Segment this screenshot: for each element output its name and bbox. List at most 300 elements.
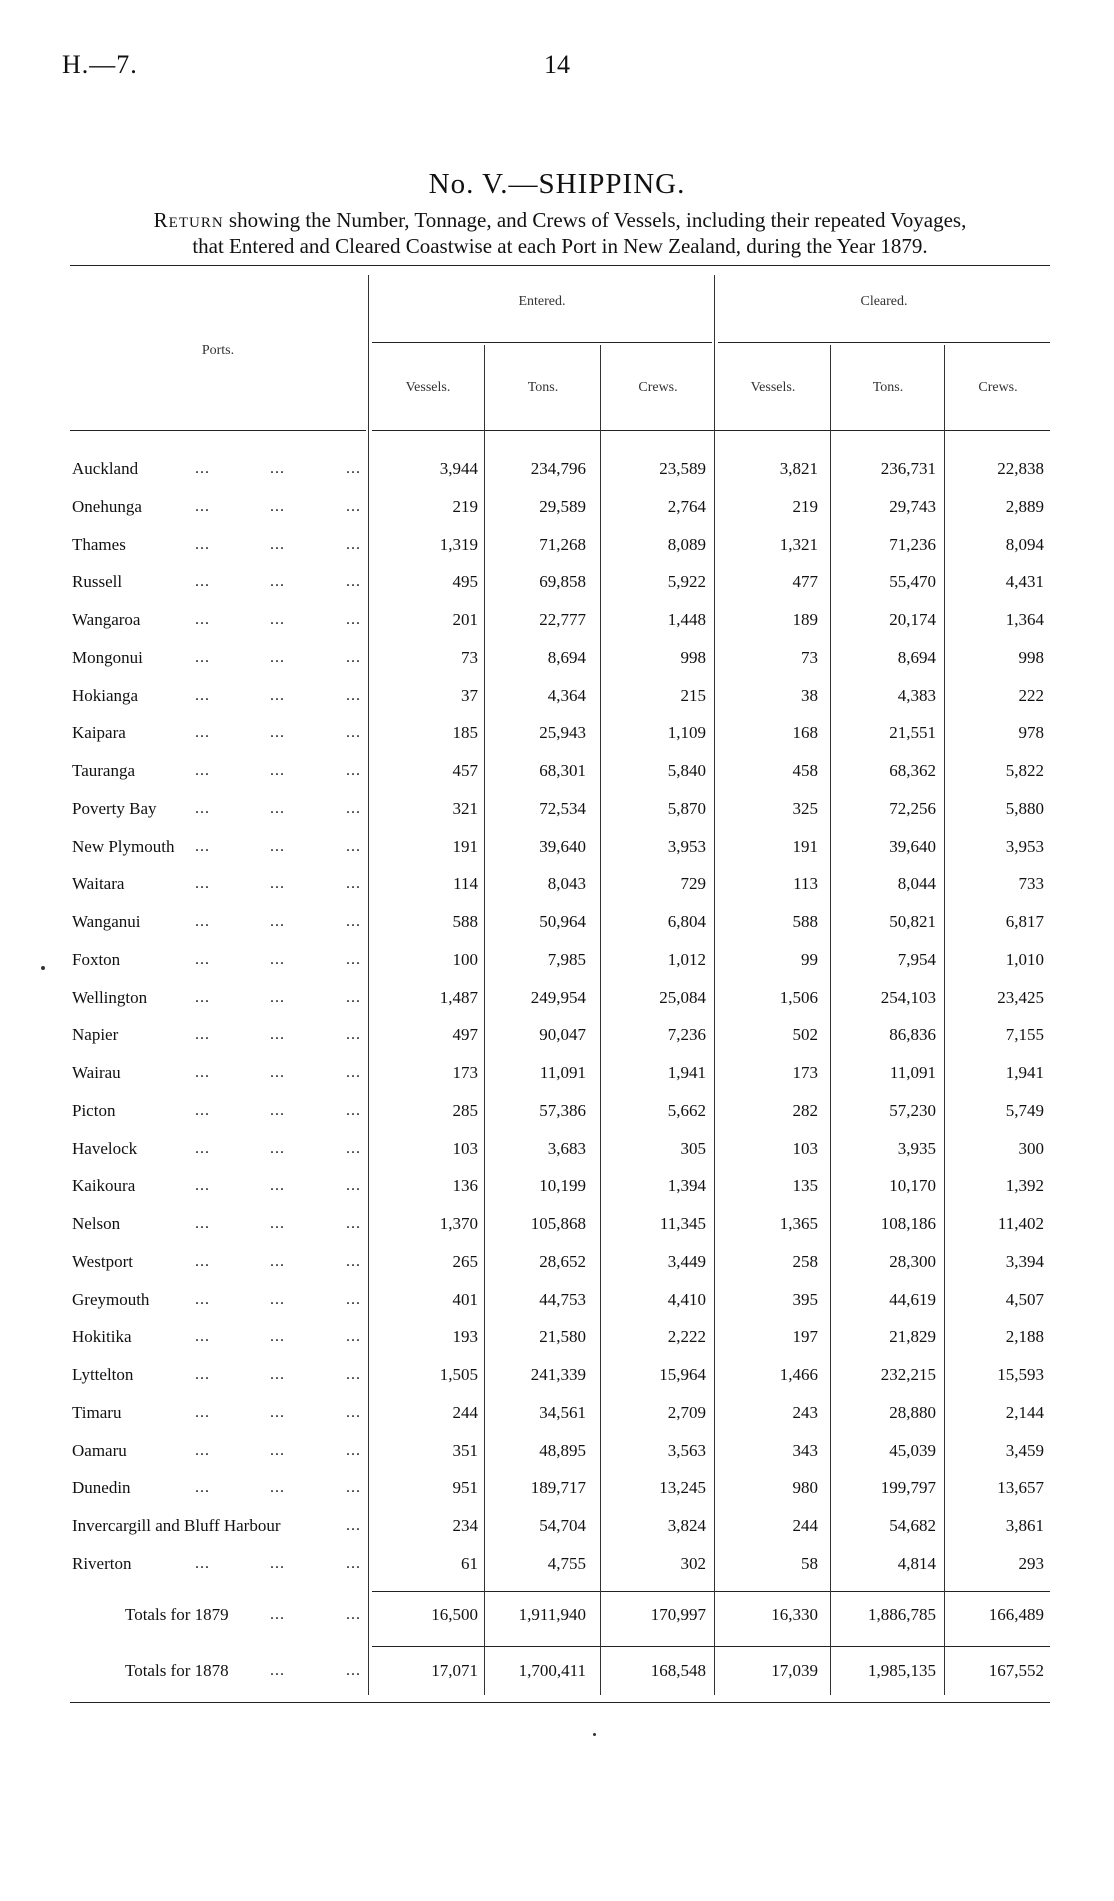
cleared-vessels-value: 103 <box>792 1139 818 1158</box>
entered-vessels-value: 495 <box>452 572 478 591</box>
cleared-tons-value: 86,836 <box>889 1025 936 1044</box>
entered-vessels-value: 321 <box>452 799 478 818</box>
cleared-vessels-value: 325 <box>792 799 818 818</box>
table-bottom-rule <box>70 1702 1050 1703</box>
entered-tons-value: 71,268 <box>539 535 586 554</box>
totals-cleared-tons: 1,886,785 <box>868 1605 936 1624</box>
cleared-vessels-value: 173 <box>792 1063 818 1082</box>
entered-crews-value: 215 <box>680 686 706 705</box>
cleared-vessels-value: 588 <box>792 912 818 931</box>
entered-crews-value: 1,448 <box>667 610 706 629</box>
dot-leader: ... <box>195 1555 210 1572</box>
dot-leader: ... <box>270 498 285 515</box>
cleared-crews-value: 733 <box>1018 874 1044 893</box>
port-name: Lyttelton <box>72 1365 134 1384</box>
entered-tons-value: 44,753 <box>539 1290 586 1309</box>
dot-leader: ... <box>346 460 361 477</box>
entered-crews-value: 8,089 <box>667 535 706 554</box>
dot-leader: ... <box>270 611 285 628</box>
entered-tons-value: 69,858 <box>539 572 586 591</box>
dot-leader: ... <box>195 800 210 817</box>
cleared-vessels-value: 58 <box>801 1554 818 1573</box>
dot-leader: ... <box>346 536 361 553</box>
entered-crews-value: 3,563 <box>667 1441 706 1460</box>
dot-leader: ... <box>346 1517 361 1534</box>
cleared-crews-value: 5,822 <box>1005 761 1044 780</box>
totals-rule-top <box>372 1591 1050 1592</box>
col-header-entered-vessels: Vessels. <box>405 380 451 395</box>
dot-leader: ... <box>195 1366 210 1383</box>
group-rule-cleared <box>718 342 1050 343</box>
entered-vessels-value: 173 <box>452 1063 478 1082</box>
entered-crews-value: 4,410 <box>667 1290 706 1309</box>
ports-header: Ports. <box>201 343 235 358</box>
cleared-tons-value: 55,470 <box>889 572 936 591</box>
cleared-crews-value: 3,861 <box>1005 1516 1044 1535</box>
dot-leader: ... <box>270 1606 285 1623</box>
dot-leader: ... <box>270 573 285 590</box>
cleared-crews-value: 1,010 <box>1005 950 1044 969</box>
entered-tons-value: 48,895 <box>539 1441 586 1460</box>
port-name: Waitara <box>72 874 125 893</box>
port-name: Invercargill and Bluff Harbour <box>72 1516 281 1535</box>
entered-tons-value: 11,091 <box>539 1063 586 1082</box>
cleared-crews-value: 4,507 <box>1005 1290 1044 1309</box>
col-header-cleared-crews: Crews. <box>978 380 1018 395</box>
cleared-vessels-value: 1,365 <box>779 1214 818 1233</box>
stray-mark <box>593 1733 596 1736</box>
totals-entered-crews: 170,997 <box>650 1605 706 1624</box>
cleared-tons-value: 7,954 <box>897 950 936 969</box>
entered-tons-value: 28,652 <box>539 1252 586 1271</box>
dot-leader: ... <box>270 1026 285 1043</box>
dot-leader: ... <box>195 1215 210 1232</box>
cleared-vessels-value: 1,321 <box>779 535 818 554</box>
cleared-vessels-value: 1,506 <box>779 988 818 1007</box>
entered-vessels-value: 3,944 <box>439 459 478 478</box>
cleared-crews-value: 6,817 <box>1005 912 1044 931</box>
entered-crews-value: 3,953 <box>667 837 706 856</box>
entered-vessels-value: 73 <box>461 648 478 667</box>
cleared-tons-value: 10,170 <box>889 1176 936 1195</box>
dot-leader: ... <box>346 838 361 855</box>
entered-vessels-value: 244 <box>452 1403 478 1422</box>
dot-leader: ... <box>270 762 285 779</box>
cleared-crews-value: 293 <box>1018 1554 1044 1573</box>
dot-leader: ... <box>195 838 210 855</box>
entered-tons-value: 3,683 <box>547 1139 586 1158</box>
cleared-vessels-value: 197 <box>792 1327 818 1346</box>
cleared-vessels-value: 1,466 <box>779 1365 818 1384</box>
cleared-vessels-value: 980 <box>792 1478 818 1497</box>
cleared-tons-value: 54,682 <box>889 1516 936 1535</box>
totals-cleared-crews: 166,489 <box>988 1605 1044 1624</box>
cleared-vessels-value: 73 <box>801 648 818 667</box>
cleared-crews-value: 13,657 <box>997 1478 1044 1497</box>
cleared-vessels-value: 191 <box>792 837 818 856</box>
port-name: Thames <box>72 535 126 554</box>
entered-vessels-value: 61 <box>461 1554 478 1573</box>
totals-label: Totals for 1878 <box>125 1661 229 1680</box>
dot-leader: ... <box>346 1253 361 1270</box>
dot-leader: ... <box>270 1479 285 1496</box>
entered-crews-value: 1,109 <box>667 723 706 742</box>
entered-tons-value: 241,339 <box>530 1365 586 1384</box>
cleared-tons-value: 254,103 <box>880 988 936 1007</box>
cleared-vessels-value: 3,821 <box>779 459 818 478</box>
port-name: Oamaru <box>72 1441 127 1460</box>
cleared-vessels-value: 258 <box>792 1252 818 1271</box>
dot-leader: ... <box>346 1442 361 1459</box>
cleared-tons-value: 199,797 <box>880 1478 936 1497</box>
entered-crews-value: 729 <box>680 874 706 893</box>
port-name: Tauranga <box>72 761 135 780</box>
cleared-vessels-value: 219 <box>792 497 818 516</box>
port-name: Greymouth <box>72 1290 150 1309</box>
cleared-tons-value: 50,821 <box>889 912 936 931</box>
cleared-crews-value: 1,364 <box>1005 610 1044 629</box>
dot-leader: ... <box>270 1555 285 1572</box>
header-bottom-rule-ports <box>70 430 366 431</box>
caption-line-2: that Entered and Cleared Coastwise at each Port in New Zealand, during the Year 1879. <box>192 234 928 258</box>
cleared-tons-value: 29,743 <box>889 497 936 516</box>
cleared-vessels-value: 113 <box>793 874 818 893</box>
dot-leader: ... <box>195 1102 210 1119</box>
cleared-vessels-value: 282 <box>792 1101 818 1120</box>
dot-leader: ... <box>195 724 210 741</box>
dot-leader: ... <box>270 1366 285 1383</box>
entered-tons-value: 22,777 <box>539 610 586 629</box>
entered-crews-value: 15,964 <box>659 1365 706 1384</box>
cleared-vessels-value: 38 <box>801 686 818 705</box>
dot-leader: ... <box>270 951 285 968</box>
cleared-vessels-value: 168 <box>792 723 818 742</box>
port-name: Kaipara <box>72 723 126 742</box>
entered-vessels-value: 100 <box>452 950 478 969</box>
entered-vessels-value: 219 <box>452 497 478 516</box>
dot-leader: ... <box>195 498 210 515</box>
dot-leader: ... <box>270 1291 285 1308</box>
port-name: Foxton <box>72 950 121 969</box>
cleared-vessels-value: 477 <box>792 572 818 591</box>
cleared-crews-value: 222 <box>1018 686 1044 705</box>
entered-crews-value: 5,840 <box>667 761 706 780</box>
dot-leader: ... <box>195 1328 210 1345</box>
port-name: Kaikoura <box>72 1176 136 1195</box>
entered-crews-value: 3,824 <box>667 1516 706 1535</box>
cleared-crews-value: 3,394 <box>1005 1252 1044 1271</box>
dot-leader: ... <box>346 1026 361 1043</box>
cleared-tons-value: 45,039 <box>889 1441 936 1460</box>
cleared-crews-value: 23,425 <box>997 988 1044 1007</box>
dot-leader: ... <box>195 687 210 704</box>
dot-leader: ... <box>346 1215 361 1232</box>
entered-crews-value: 2,709 <box>667 1403 706 1422</box>
caption-line-1: showing the Number, Tonnage, and Crews of Vessels, including their repeated Voyages, <box>223 208 967 232</box>
dot-leader: ... <box>195 1026 210 1043</box>
entered-vessels-value: 37 <box>461 686 478 705</box>
table-caption <box>70 207 1050 259</box>
caption-lead: Return <box>153 208 224 232</box>
document-reference: H.—7. <box>62 50 138 79</box>
cleared-tons-value: 232,215 <box>880 1365 936 1384</box>
cleared-crews-value: 7,155 <box>1005 1025 1044 1044</box>
entered-tons-value: 249,954 <box>530 988 586 1007</box>
cleared-tons-value: 39,640 <box>889 837 936 856</box>
entered-vessels-value: 103 <box>452 1139 478 1158</box>
totals-entered-tons: 1,911,940 <box>518 1605 586 1624</box>
port-name: Onehunga <box>72 497 142 516</box>
dot-leader: ... <box>346 573 361 590</box>
entered-crews-value: 1,394 <box>667 1176 706 1195</box>
dot-leader: ... <box>195 913 210 930</box>
totals-cleared-vessels: 17,039 <box>771 1661 818 1680</box>
cleared-tons-value: 68,362 <box>889 761 936 780</box>
dot-leader: ... <box>195 649 210 666</box>
dot-leader: ... <box>195 1140 210 1157</box>
totals-cleared-tons: 1,985,135 <box>868 1661 936 1680</box>
entered-crews-value: 7,236 <box>667 1025 706 1044</box>
col-header-entered-tons: Tons. <box>527 380 559 395</box>
port-name: Timaru <box>72 1403 122 1422</box>
entered-tons-value: 54,704 <box>539 1516 586 1535</box>
cleared-tons-value: 8,694 <box>897 648 936 667</box>
cleared-tons-value: 28,300 <box>889 1252 936 1271</box>
entered-vessels-value: 136 <box>452 1176 478 1195</box>
page-number: 14 <box>544 50 570 79</box>
cleared-crews-value: 998 <box>1018 648 1044 667</box>
dot-leader: ... <box>346 800 361 817</box>
cleared-tons-value: 57,230 <box>889 1101 936 1120</box>
dot-leader: ... <box>195 1404 210 1421</box>
entered-tons-value: 10,199 <box>539 1176 586 1195</box>
dot-leader: ... <box>346 989 361 1006</box>
port-name: Picton <box>72 1101 116 1120</box>
dot-leader: ... <box>270 687 285 704</box>
entered-vessels-value: 951 <box>452 1478 478 1497</box>
entered-vessels-value: 497 <box>452 1025 478 1044</box>
dot-leader: ... <box>346 1555 361 1572</box>
dot-leader: ... <box>270 1662 285 1679</box>
dot-leader: ... <box>270 460 285 477</box>
cleared-tons-value: 20,174 <box>889 610 936 629</box>
dot-leader: ... <box>270 1253 285 1270</box>
cleared-vessels-value: 458 <box>792 761 818 780</box>
entered-vessels-value: 588 <box>452 912 478 931</box>
entered-tons-value: 21,580 <box>539 1327 586 1346</box>
dot-leader: ... <box>270 913 285 930</box>
dot-leader: ... <box>346 687 361 704</box>
cleared-tons-value: 108,186 <box>880 1214 936 1233</box>
dot-leader: ... <box>195 1177 210 1194</box>
dot-leader: ... <box>195 611 210 628</box>
header-bottom-rule-data <box>372 430 1050 431</box>
entered-vessels-value: 457 <box>452 761 478 780</box>
cleared-crews-value: 2,188 <box>1005 1327 1044 1346</box>
entered-tons-value: 189,717 <box>530 1478 586 1497</box>
entered-tons-value: 39,640 <box>539 837 586 856</box>
dot-leader: ... <box>270 800 285 817</box>
dot-leader: ... <box>195 573 210 590</box>
dot-leader: ... <box>346 1291 361 1308</box>
dot-leader: ... <box>195 1064 210 1081</box>
port-name: Wellington <box>72 988 148 1007</box>
entered-tons-value: 8,043 <box>547 874 586 893</box>
totals-cleared-vessels: 16,330 <box>771 1605 818 1624</box>
cleared-crews-value: 15,593 <box>997 1365 1044 1384</box>
dot-leader: ... <box>195 536 210 553</box>
dot-leader: ... <box>346 1328 361 1345</box>
dot-leader: ... <box>270 875 285 892</box>
cleared-tons-value: 28,880 <box>889 1403 936 1422</box>
dot-leader: ... <box>270 1442 285 1459</box>
entered-vessels-value: 185 <box>452 723 478 742</box>
dot-leader: ... <box>346 649 361 666</box>
entered-tons-value: 4,755 <box>547 1554 586 1573</box>
col-header-cleared-vessels: Vessels. <box>750 380 796 395</box>
entered-vessels-value: 285 <box>452 1101 478 1120</box>
entered-crews-value: 2,764 <box>667 497 706 516</box>
entered-tons-value: 25,943 <box>539 723 586 742</box>
totals-label: Totals for 1879 <box>125 1605 229 1624</box>
entered-tons-value: 234,796 <box>530 459 586 478</box>
port-name: Havelock <box>72 1139 138 1158</box>
dot-leader: ... <box>346 1366 361 1383</box>
cleared-crews-value: 1,941 <box>1005 1063 1044 1082</box>
entered-tons-value: 29,589 <box>539 497 586 516</box>
entered-tons-value: 7,985 <box>547 950 586 969</box>
group-rule-entered <box>372 342 712 343</box>
stray-mark <box>41 966 45 970</box>
cleared-tons-value: 21,551 <box>889 723 936 742</box>
entered-vessels-value: 1,319 <box>439 535 478 554</box>
dot-leader: ... <box>195 460 210 477</box>
entered-crews-value: 25,084 <box>659 988 706 1007</box>
dot-leader: ... <box>270 1140 285 1157</box>
dot-leader: ... <box>346 1177 361 1194</box>
totals-cleared-crews: 167,552 <box>988 1661 1044 1680</box>
entered-vessels-value: 1,487 <box>439 988 478 1007</box>
page-title: No. V.—SHIPPING. <box>428 168 686 200</box>
port-name: Poverty Bay <box>72 799 157 818</box>
dot-leader: ... <box>195 1291 210 1308</box>
port-name: Riverton <box>72 1554 132 1573</box>
cleared-tons-value: 11,091 <box>889 1063 936 1082</box>
cleared-tons-value: 8,044 <box>897 874 936 893</box>
dot-leader: ... <box>346 1479 361 1496</box>
entered-crews-value: 13,245 <box>659 1478 706 1497</box>
entered-vessels-value: 201 <box>452 610 478 629</box>
dot-leader: ... <box>346 1662 361 1679</box>
dot-leader: ... <box>346 951 361 968</box>
port-name: Wanganui <box>72 912 141 931</box>
entered-vessels-value: 191 <box>452 837 478 856</box>
column-divider-ports <box>368 275 369 1695</box>
table-top-rule <box>70 265 1050 266</box>
entered-crews-value: 1,012 <box>667 950 706 969</box>
dot-leader: ... <box>346 724 361 741</box>
dot-leader: ... <box>346 498 361 515</box>
port-name: Hokitika <box>72 1327 132 1346</box>
totals-entered-vessels: 17,071 <box>431 1661 478 1680</box>
dot-leader: ... <box>270 1064 285 1081</box>
entered-crews-value: 23,589 <box>659 459 706 478</box>
entered-vessels-value: 114 <box>453 874 478 893</box>
cleared-tons-value: 21,829 <box>889 1327 936 1346</box>
entered-crews-value: 6,804 <box>667 912 706 931</box>
cleared-crews-value: 3,459 <box>1005 1441 1044 1460</box>
port-name: Westport <box>72 1252 133 1271</box>
entered-tons-value: 90,047 <box>539 1025 586 1044</box>
dot-leader: ... <box>270 1404 285 1421</box>
cleared-tons-value: 3,935 <box>897 1139 936 1158</box>
entered-vessels-value: 401 <box>452 1290 478 1309</box>
entered-tons-value: 68,301 <box>539 761 586 780</box>
totals-rule-mid <box>372 1646 1050 1647</box>
port-name: Napier <box>72 1025 119 1044</box>
cleared-crews-value: 5,749 <box>1005 1101 1044 1120</box>
dot-leader: ... <box>346 1606 361 1623</box>
port-name: Wairau <box>72 1063 121 1082</box>
cleared-vessels-value: 502 <box>792 1025 818 1044</box>
cleared-vessels-value: 243 <box>792 1403 818 1422</box>
dot-leader: ... <box>195 1479 210 1496</box>
entered-crews-value: 302 <box>680 1554 706 1573</box>
entered-tons-value: 72,534 <box>539 799 586 818</box>
dot-leader: ... <box>195 989 210 1006</box>
dot-leader: ... <box>270 1328 285 1345</box>
dot-leader: ... <box>195 875 210 892</box>
entered-crews-value: 1,941 <box>667 1063 706 1082</box>
dot-leader: ... <box>195 951 210 968</box>
port-name: Mongonui <box>72 648 143 667</box>
dot-leader: ... <box>270 838 285 855</box>
dot-leader: ... <box>346 762 361 779</box>
entered-vessels-value: 265 <box>452 1252 478 1271</box>
cleared-vessels-value: 189 <box>792 610 818 629</box>
cleared-crews-value: 4,431 <box>1005 572 1044 591</box>
dot-leader: ... <box>346 1064 361 1081</box>
dot-leader: ... <box>346 611 361 628</box>
port-name: Nelson <box>72 1214 121 1233</box>
dot-leader: ... <box>346 913 361 930</box>
entered-crews-value: 998 <box>680 648 706 667</box>
entered-header: Entered. <box>518 294 566 309</box>
entered-tons-value: 57,386 <box>539 1101 586 1120</box>
cleared-tons-value: 4,814 <box>897 1554 936 1573</box>
entered-tons-value: 8,694 <box>547 648 586 667</box>
totals-entered-crews: 168,548 <box>650 1661 706 1680</box>
entered-vessels-value: 351 <box>452 1441 478 1460</box>
port-name: Hokianga <box>72 686 139 705</box>
entered-crews-value: 305 <box>680 1139 706 1158</box>
dot-leader: ... <box>195 1253 210 1270</box>
port-name: Wangaroa <box>72 610 141 629</box>
cleared-vessels-value: 135 <box>792 1176 818 1195</box>
entered-crews-value: 3,449 <box>667 1252 706 1271</box>
cleared-crews-value: 978 <box>1018 723 1044 742</box>
entered-vessels-value: 1,505 <box>439 1365 478 1384</box>
col-header-cleared-tons: Tons. <box>872 380 904 395</box>
cleared-crews-value: 2,889 <box>1005 497 1044 516</box>
dot-leader: ... <box>270 649 285 666</box>
dot-leader: ... <box>346 875 361 892</box>
dot-leader: ... <box>346 1102 361 1119</box>
port-name: Auckland <box>72 459 139 478</box>
port-name: Russell <box>72 572 123 591</box>
cleared-crews-value: 5,880 <box>1005 799 1044 818</box>
cleared-crews-value: 3,953 <box>1005 837 1044 856</box>
